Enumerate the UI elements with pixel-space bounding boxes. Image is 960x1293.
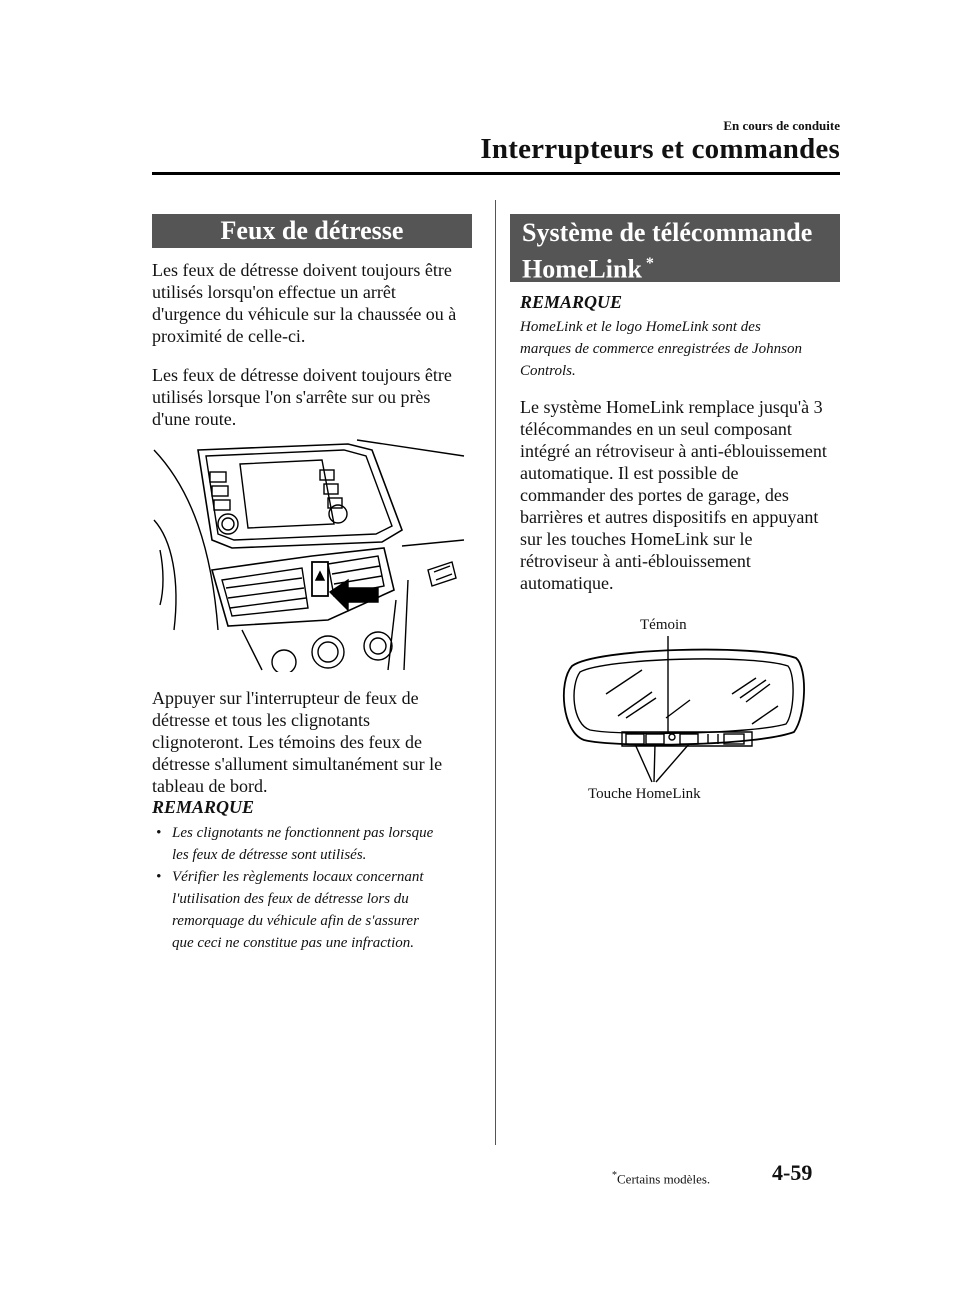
label-touche-homelink: Touche HomeLink — [588, 786, 701, 802]
page-title: Interrupteurs et commandes — [480, 133, 840, 165]
asterisk-icon: * — [645, 255, 654, 272]
text-line: Les feux de détresse doivent toujours être — [152, 365, 452, 385]
text-line: remorquage du véhicule afin de s'assurer — [172, 913, 419, 929]
footnote — [612, 1170, 710, 1187]
text-line: intégré an rétroviseur à anti-éblouissement — [520, 441, 827, 461]
banner-line: Système de télécommande — [522, 218, 813, 247]
text-line: l'utilisation des feux de détresse lors du — [172, 891, 409, 907]
section-header: En cours de conduite — [723, 118, 840, 133]
column-divider — [495, 200, 496, 1145]
text-line: Appuyer sur l'interrupteur de feux de — [152, 688, 419, 708]
header-rule — [152, 172, 840, 175]
text-line: que ceci ne constitue pas une infraction. — [172, 935, 415, 951]
hazard-paragraph-1 — [152, 259, 456, 347]
text-line: Le système HomeLink remplace jusqu'à 3 — [520, 397, 823, 417]
text-line: les feux de détresse sont utilisés. — [172, 847, 367, 863]
section-banner-hazard: Feux de détresse — [152, 214, 472, 248]
hazard-paragraph-3 — [152, 687, 442, 797]
text-line: clignoteront. Les témoins des feux de — [152, 732, 422, 752]
text-line: marques de commerce enregistrées de Johnson — [520, 341, 803, 357]
hazard-switch-illustration — [152, 430, 470, 672]
text-line: tableau de bord. — [152, 776, 268, 796]
remarque-bullet-2 — [156, 866, 472, 954]
text-line: Les feux de détresse doivent toujours être — [152, 260, 452, 280]
text-line: barrières et autres dispositifs en appuyant — [520, 507, 819, 527]
text-line: sur les touches HomeLink sur le — [520, 529, 753, 549]
homelink-paragraph — [520, 396, 827, 594]
text-line: d'urgence du véhicule sur la chaussée ou à — [152, 304, 457, 324]
text-line: Controls. — [520, 363, 576, 379]
bullet-icon: • — [156, 825, 162, 841]
bullet-icon: • — [156, 869, 162, 885]
remarque-title-left: REMARQUE — [152, 797, 255, 817]
section-banner-homelink — [510, 214, 840, 282]
text-line: détresse et tous les clignotants — [152, 710, 370, 730]
text-line: automatique. — [520, 573, 614, 593]
label-temoin: Témoin — [640, 617, 687, 633]
footnote-text: Certains modèles. — [617, 1171, 711, 1187]
remarque-text-right — [520, 316, 802, 382]
text-line: proximité de celle-ci. — [152, 326, 306, 346]
text-line: télécommandes en un seul composant — [520, 419, 792, 439]
remarque-title-right: REMARQUE — [520, 292, 623, 312]
text-line: détresse s'allument simultanément sur le — [152, 754, 443, 774]
text-line: Vérifier les règlements locaux concernant — [172, 869, 424, 885]
hazard-paragraph-2 — [152, 364, 452, 430]
banner-text: HomeLink — [522, 254, 642, 284]
text-line: automatique. Il est possible de — [520, 463, 739, 483]
text-line: HomeLink et le logo HomeLink sont des — [520, 319, 761, 335]
text-line: commander des portes de garage, des — [520, 485, 789, 505]
text-line: utilisés lorsqu'on effectue un arrêt — [152, 282, 396, 302]
asterisk-icon: * — [612, 1170, 617, 1181]
banner-line — [522, 248, 840, 285]
text-line: Les clignotants ne fonctionnent pas lorsque — [172, 825, 434, 841]
remarque-bullet-1 — [156, 822, 472, 866]
page-number: 4-59 — [772, 1160, 813, 1185]
text-line: utilisés lorsque l'on s'arrête sur ou près — [152, 387, 431, 407]
text-line: d'une route. — [152, 409, 237, 429]
homelink-mirror-illustration — [556, 636, 812, 786]
text-line: rétroviseur à anti-éblouissement — [520, 551, 751, 571]
